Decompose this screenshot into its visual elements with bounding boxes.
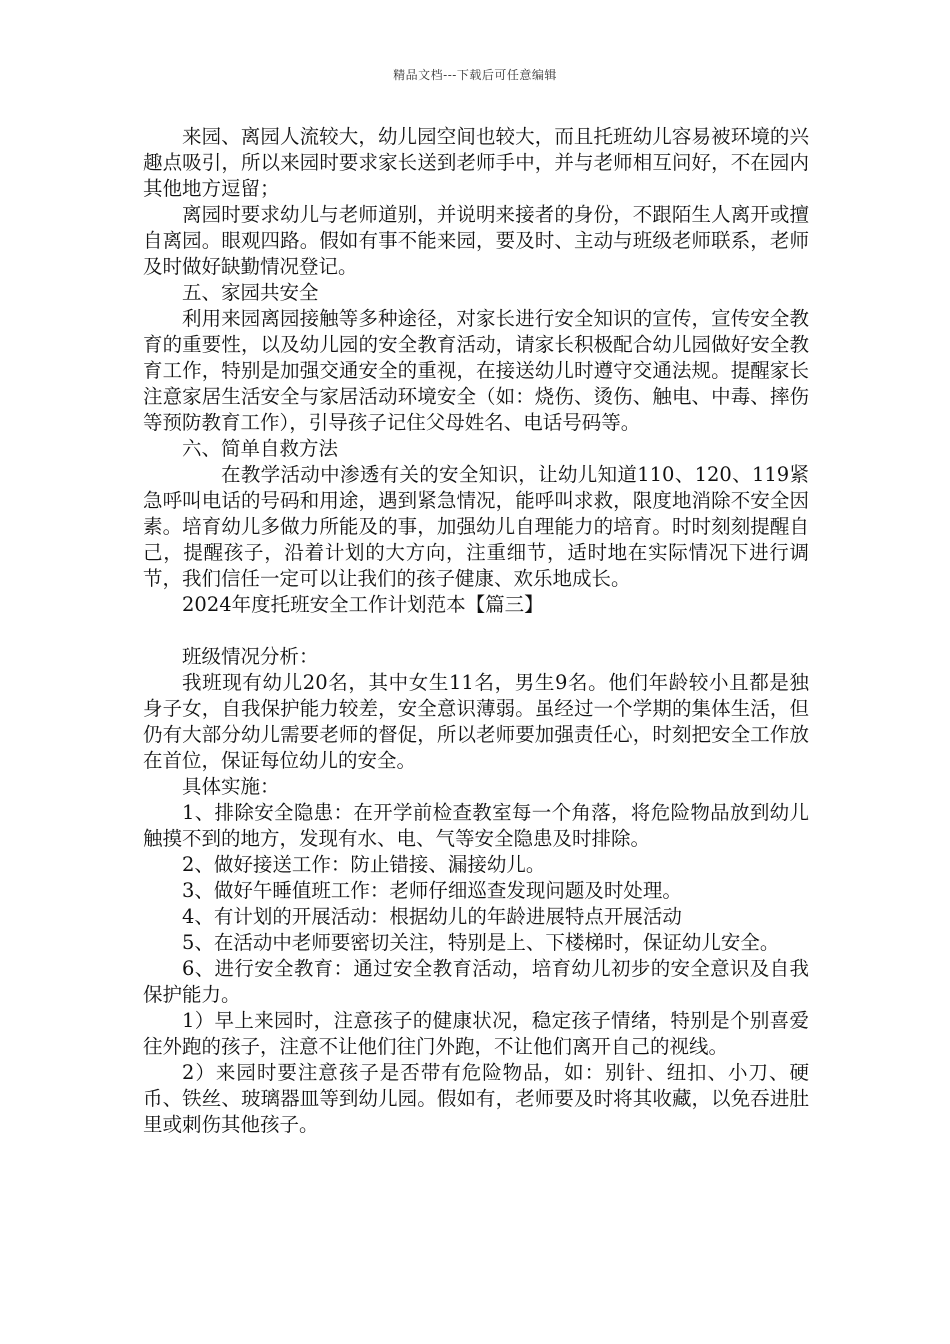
- list-item-safety-education: 6、进行安全教育：通过安全教育活动，培育幼儿初步的安全意识及自我保护能力。: [143, 957, 809, 1006]
- paragraph-parent-outreach: 利用来园离园接触等多种途径，对家长进行安全知识的宣传，宣传安全教育的重要性，以及幼儿园的安全教育活动，请家长积极配合幼儿园做好安全教育工作，特别是加强交通安全的重视，在接送幼儿时遵守交通法规。提醒家长注意家居生活安全与家居活动环境安全（如：烧伤、烫伤、触电、中毒、摔伤等预防教育工作），引导孩子记住父母姓名、电话号码等。: [143, 307, 809, 434]
- paragraph-departure-rules: 离园时要求幼儿与老师道别，并说明来接者的身份，不跟陌生人离开或擅自离园。眼观四路。假如有事不能来园，要及时、主动与班级老师联系，老师及时做好缺勤情况登记。: [143, 203, 809, 278]
- section-heading-class-analysis: 班级情况分析：: [182, 645, 319, 668]
- paragraph-safety-knowledge: 在教学活动中渗透有关的安全知识，让幼儿知道110、120、119紧急呼叫电话的号码和用途，遇到紧急情况，能呼叫求救，限度地消除不安全因素。培育幼儿多做力所能及的事，加强幼儿自理能力的培育。时时刻刻提醒自己，提醒孩子，沿着计划的大方向，注重细节，适时地在实际情况下进行调节，我们信任一定可以让我们的孩子健康、欢乐地成长。: [143, 463, 809, 590]
- blank-line: [143, 618, 809, 644]
- document-body: [143, 124, 809, 1138]
- document-title-part-three: 2024年度托班安全工作计划范本【篇三】: [182, 593, 544, 616]
- section-heading-home-school-safety: 五、家园共安全: [182, 281, 319, 304]
- section-heading-self-rescue: 六、简单自救方法: [182, 437, 339, 460]
- section-heading-implementation: 具体实施：: [182, 775, 280, 798]
- list-item-nap-duty: 3、做好午睡值班工作：老师仔细巡查发现问题及时处理。: [182, 879, 682, 902]
- list-item-pickup-dropoff: 2、做好接送工作：防止错接、漏接幼儿。: [182, 853, 546, 876]
- list-item-activity-supervision: 5、在活动中老师要密切关注，特别是上、下楼梯时，保证幼儿安全。: [182, 931, 780, 954]
- paragraph-arrival-departure: 来园、离园人流较大，幼儿园空间也较大，而且托班幼儿容易被环境的兴趣点吸引，所以来园时要求家长送到老师手中，并与老师相互问好，不在园内其他地方逗留；: [143, 125, 809, 200]
- list-item-planned-activities: 4、有计划的开展活动：根据幼儿的年龄进展特点开展活动: [182, 905, 682, 928]
- sub-item-morning-arrival: 1）早上来园时，注意孩子的健康状况，稳定孩子情绪，特别是个别喜爱往外跑的孩子，注意不让他们往门外跑，不让他们离开自己的视线。: [143, 1009, 809, 1058]
- page-header: 精品文档---下载后可任意编辑: [393, 68, 557, 82]
- paragraph-class-overview: 我班现有幼儿20名，其中女生11名，男生9名。他们年龄较小且都是独身子女，自我保护能力较差，安全意识薄弱。虽经过一个学期的集体生活，但仍有大部分幼儿需要老师的督促，所以老师要加强责任心，时刻把安全工作放在首位，保证每位幼儿的安全。: [143, 671, 809, 772]
- sub-item-dangerous-objects: 2）来园时要注意孩子是否带有危险物品，如：别针、纽扣、小刀、硬币、铁丝、玻璃器皿等到幼儿园。假如有，老师要及时将其收藏，以免吞进肚里或刺伤其他孩子。: [143, 1061, 809, 1136]
- list-item-hazard-removal: 1、排除安全隐患：在开学前检查教室每一个角落，将危险物品放到幼儿触摸不到的地方，发现有水、电、气等安全隐患及时排除。: [143, 801, 809, 850]
